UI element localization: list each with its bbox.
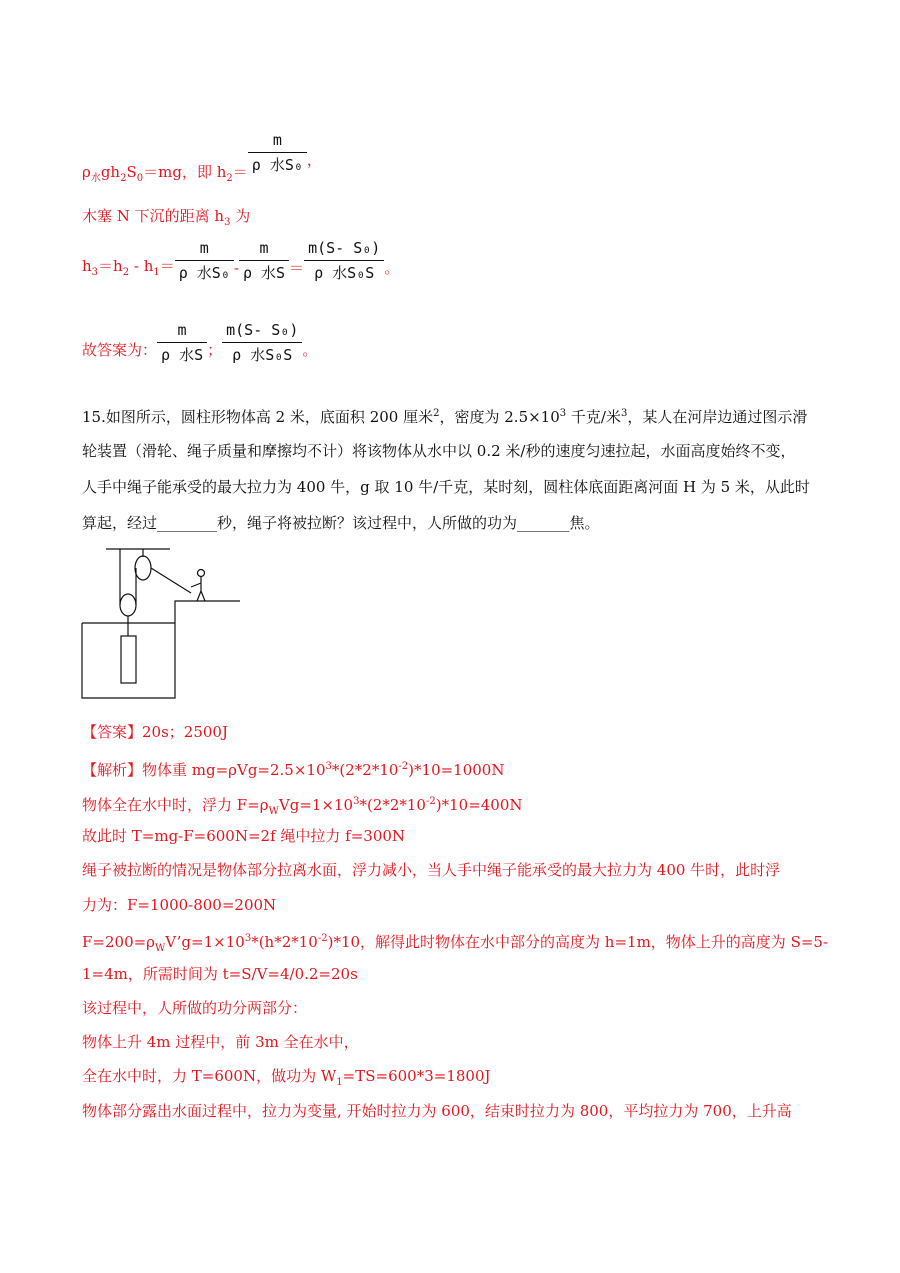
cylinder-object <box>121 636 136 683</box>
question-line-1: 15.如图所示，圆柱形物体高 2 米，底面积 200 厘米$^2$，密度为 $2.5\times 10^3$ 千克/米$^3$，某人在河岸边通过图示滑 <box>82 408 808 426</box>
analysis-line-7: 1=4m，所需时间为 t=S/V=4/0.2=20s <box>82 965 358 983</box>
formula-line-1-lhs: $\rho_水gh_2S_0=mg$，即 $h_2=$ <box>82 162 248 184</box>
fraction-h2: $\frac{m}{\text{ρ 水S₀}}$ <box>248 130 307 175</box>
fraction-answer-2: $\frac{\text{m(S- S₀)}}{\text{ρ 水S₀S}}$ <box>222 320 302 365</box>
text-line-h3: 木塞 N 下沉的距离 $h_3$ 为 <box>82 207 251 228</box>
fraction-m-over-rho-s0: $\frac{m}{\text{ρ 水S₀}}$ <box>175 238 234 283</box>
question-line-3: 人手中绳子能承受的最大拉力为 400 牛，g 取 10 牛/千克，某时刻，圆柱体底面距离河面 H 为 5 米，从此时 <box>82 478 810 496</box>
analysis-line-6: $F=200=\rho_WV’g=1\times 10^3*(h*2*10^{-2})*10$，解得此时物体在水中部分的高度为 h=1m，物体上升的高度为 S=5- <box>82 933 829 954</box>
fixed-pulley <box>135 556 151 580</box>
water-tank <box>82 601 240 698</box>
analysis-line-11: 物体部分露出水面过程中，拉力为变量, 开始时拉力为 600，结束时拉力为 800，平均拉力为 700，上升高 <box>82 1102 792 1120</box>
analysis-line-5: 力为：F=1000-800=200N <box>82 896 277 914</box>
analysis-line-4: 绳子被拉断的情况是物体部分拉离水面，浮力减小，当人手中绳子能承受的最大拉力为 400 牛时，此时浮 <box>82 861 781 879</box>
fraction-answer-1: $\frac{m}{\text{ρ 水S}}$ <box>157 320 207 365</box>
fraction-h3-result: $\frac{\text{m(S- S₀)}}{\text{ρ 水S₀S}}$ <box>304 238 384 283</box>
pulley-diagram <box>78 543 248 703</box>
answer-line: 【答案】20s；2500J <box>82 723 228 741</box>
question-line-4: 算起，经过________秒，绳子将被拉断？该过程中，人所做的功为_______焦。 <box>82 514 600 532</box>
analysis-line-3: 故此时 T=mg-F=600N=2f 绳中拉力 f=300N <box>82 827 406 845</box>
analysis-line-9: 物体上升 4m 过程中，前 3m 全在水中， <box>82 1033 359 1051</box>
movable-pulley <box>120 594 136 616</box>
question-line-2: 轮装置（滑轮、绳子质量和摩擦均不计）将该物体从水中以 0.2 米/秒的速度匀速拉起，水面高度始终不变， <box>82 442 796 460</box>
person-head <box>198 570 205 577</box>
formula-line-answer: 故答案为： $\frac{m}{\text{ρ 水S}}$ ； $\frac{\text{m(S- S₀)}}{\text{ρ 水S₀S}}$ 。 <box>82 321 318 364</box>
analysis-line-2: 物体全在水中时，浮力 $F=\rho_WVg=1\times 10^3*(2*2*10^{-2})*10=400N$ <box>82 796 523 817</box>
analysis-line-10: 全在水中时，力 T=600N，做功为 $W_1=TS=600*3=1800J$ <box>82 1067 491 1088</box>
analysis-line-1: 【解析】物体重 $mg=\rho Vg=2.5\times 10^3*(2*2*10^{-2})*10=1000N$ <box>82 761 505 779</box>
formula-line-1: $\rho_水gh_2S_0=mg$，即 $h_2=$ $\frac{m}{\text{ρ 水S₀}}$ ， <box>82 131 322 184</box>
fraction-m-over-rho-s: $\frac{m}{\text{ρ 水S}}$ <box>239 238 289 283</box>
analysis-line-8: 该过程中，人所做的功分两部分： <box>82 999 308 1017</box>
formula-line-3: $h_3=h_2 - h_1=$ $\frac{m}{\text{ρ 水S₀}}$ - $\frac{m}{\text{ρ 水S}}$ ＝ $\frac{\text{m(S- S₀)}}{\text{ρ 水S₀S}}$ 。 <box>82 239 400 282</box>
